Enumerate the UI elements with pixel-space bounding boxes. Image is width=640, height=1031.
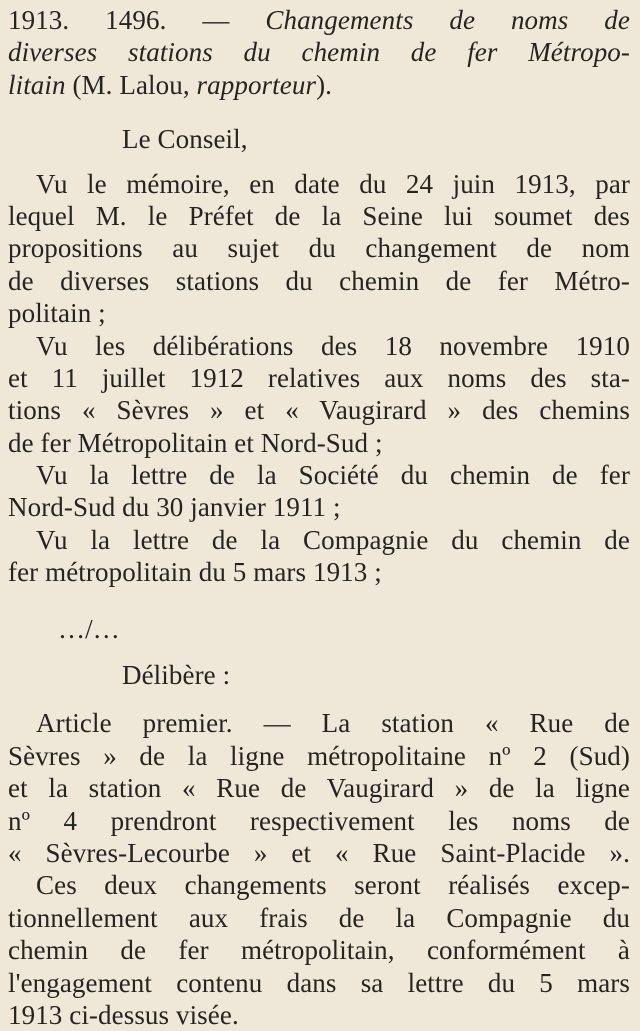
heading-number: 1913. 1496. — <box>8 5 230 35</box>
heading-title-part-3: litain <box>8 69 66 100</box>
text-line: « Sèvres-Lecourbe » et « Rue Saint-Placide ». <box>8 837 630 868</box>
text-line: propositions au sujet du changement de nom <box>8 233 630 264</box>
text-line: l'engagement contenu dans sa lettre du 5 mars <box>8 967 630 998</box>
text-line: tions « Sèvres » et « Vaugirard » des chemins <box>8 395 630 426</box>
delibere-heading: Délibère : <box>122 660 231 691</box>
text-line: et la station « Rue de Vaugirard » de la ligne <box>8 773 630 804</box>
heading-line-2: diverses stations du chemin de fer Métropo- <box>8 37 630 68</box>
conseil-heading: Le Conseil, <box>122 124 248 155</box>
heading-rapporteur-label: rapporteur <box>196 69 317 100</box>
text-line: Vu la lettre de la Société du chemin de fer <box>36 460 630 491</box>
visa-paragraph-3 <box>8 459 630 524</box>
text-line: et 11 juillet 1912 relatives aux noms des sta- <box>8 362 630 393</box>
heading-title-part-1: Changements de noms de <box>265 5 630 35</box>
article-premier <box>8 707 630 869</box>
text-line: Sèvres » de la ligne métropolitaine nº 2 (Sud) <box>8 740 630 771</box>
text-line: de diverses stations du chemin de fer Métro- <box>8 265 630 296</box>
text-line: chemin de fer métropolitain, conformément à <box>8 935 630 966</box>
text-line: Vu la lettre de la Compagnie du chemin de <box>36 524 630 555</box>
visa-paragraph-1 <box>8 168 630 330</box>
text-line: Ces deux changements seront réalisés excep- <box>36 870 630 901</box>
text-line: Vu les délibérations des 18 novembre 1910 <box>36 330 630 361</box>
heading-line-1 <box>8 4 630 36</box>
text-line: lequel M. le Préfet de la Seine lui soumet des <box>8 200 630 231</box>
text-line: fer métropolitain du 5 mars 1913 ; <box>8 557 382 588</box>
text-line: politain ; <box>8 298 106 329</box>
text-line: Vu le mémoire, en date du 24 juin 1913, par <box>36 168 630 199</box>
text-line: nº 4 prendront respectivement les noms de <box>8 805 630 836</box>
text-line: de fer Métropolitain et Nord-Sud ; <box>8 427 383 458</box>
text-line: Nord-Sud du 30 janvier 1911 ; <box>8 492 341 523</box>
heading-close: ). <box>316 69 333 100</box>
heading-line-3 <box>8 69 630 101</box>
visa-paragraph-2 <box>8 330 630 460</box>
text-line: 1913 ci-dessus visée. <box>8 999 239 1030</box>
heading-rapporteur-name: (M. Lalou, <box>65 69 197 100</box>
article-second-paragraph <box>8 869 630 1031</box>
visa-paragraph-4 <box>8 524 630 589</box>
text-line: tionnellement aux frais de la Compagnie du <box>8 902 630 933</box>
omission-marker: …/… <box>58 613 120 644</box>
text-line: Article premier. — La station « Rue de <box>36 708 630 739</box>
